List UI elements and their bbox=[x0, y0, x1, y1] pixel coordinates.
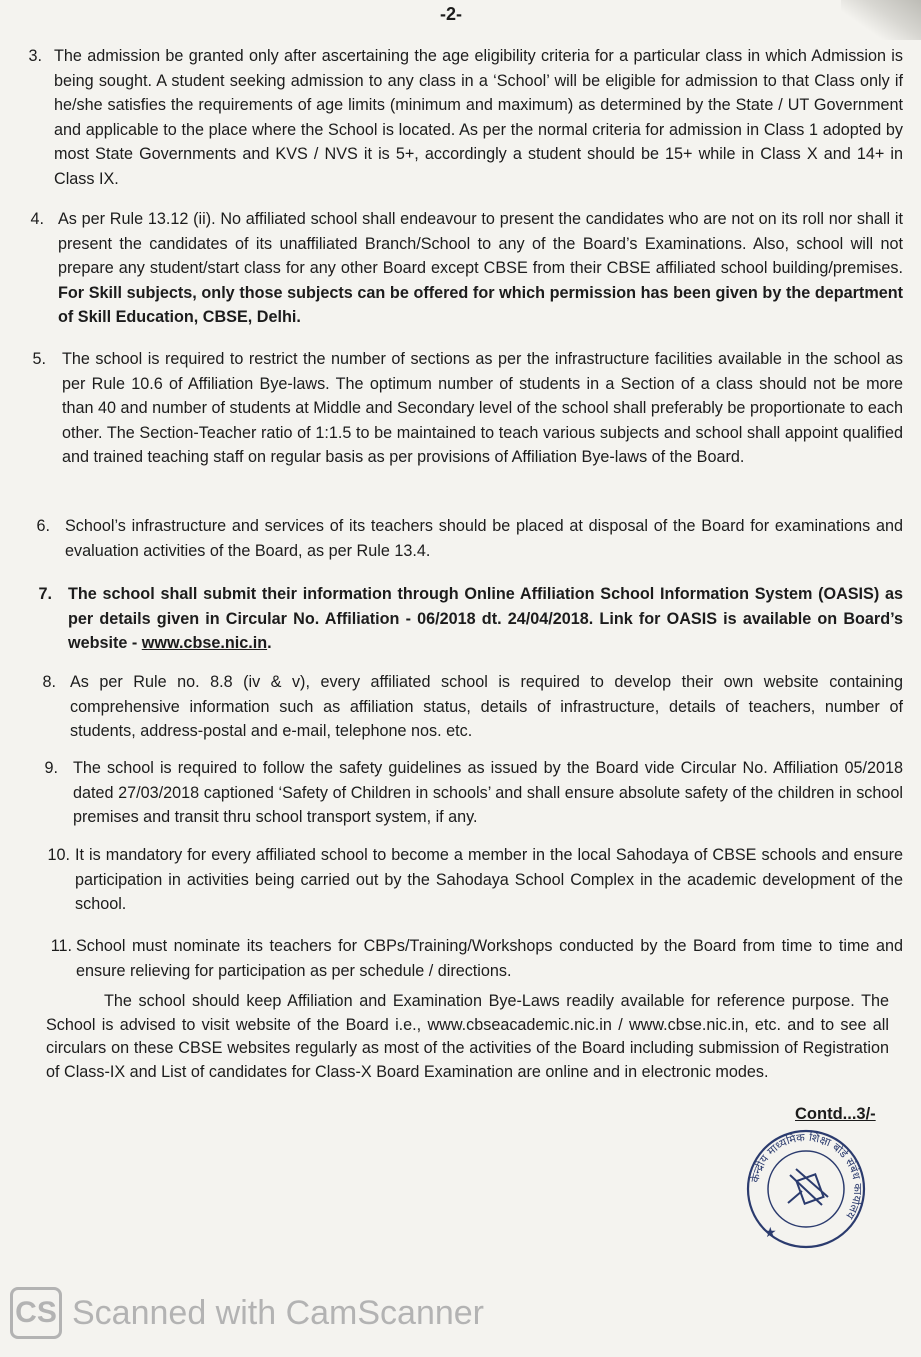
item-number: 3. bbox=[28, 47, 42, 65]
item-number: 8. bbox=[42, 673, 56, 691]
list-item bbox=[0, 347, 903, 470]
svg-text:★: ★ bbox=[764, 1224, 777, 1240]
item-number: 6. bbox=[36, 517, 50, 535]
list-item bbox=[0, 843, 903, 917]
item-number: 5. bbox=[32, 350, 46, 368]
list-item bbox=[0, 207, 903, 330]
item-number: 7. bbox=[38, 585, 52, 603]
watermark-text: Scanned with CamScanner bbox=[72, 1293, 485, 1332]
item-text: The admission be granted only after ascertaining the age eligibility criteria for a particular class in which Admission is being sought. A student seeking admission to any class in a ‘School’ will be eligible for admission to that Class only if he/she satisfies the requirements of age limits (minimum and maximum) as determined by the State / UT Government and applicable to the place where the School is located. As per the normal criteria for admission in Class 1 adopted by most State Governments and KVS / NVS it is 5+, accordingly a student should be 15+ while in Class X and 14+ in Class IX. bbox=[54, 47, 903, 188]
svg-text:केन्द्रीय माध्यमिक शिक्षा बोर् bbox=[748, 1131, 864, 1222]
seal-text: केन्द्रीय माध्यमिक शिक्षा बोर्ड संबंध कार्यालय bbox=[748, 1130, 865, 1222]
item-text: The school shall submit their information through Online Affiliation School Information System (OASIS) as per details given in Circular No. Affiliation - 06/2018 dt. 24/04/2018. Link for OASIS is available on Board’s website - bbox=[68, 585, 903, 652]
item-text: As per Rule 13.12 (ii). No affiliated school shall endeavour to present the candidates who are not on its roll nor shall it present the candidates of its unaffiliated Branch/School to any of the Board’s Examinations. Also, school will not prepare any student/start class for any other Board except CBSE from their CBSE affiliated school building/premises. bbox=[58, 210, 903, 277]
item-number: 11. bbox=[50, 937, 72, 955]
item-text: As per Rule no. 8.8 (iv & v), every affiliated school is required to develop their own website containing comprehensive information such as affiliation status, details of infrastructure, details of teachers, number of students, address-postal and e-mail, telephone nos. etc. bbox=[70, 673, 903, 740]
list-item bbox=[0, 756, 903, 830]
item-number: 10. bbox=[47, 846, 70, 864]
item-text: School must nominate its teachers for CBPs/Training/Workshops conducted by the Board from time to time and ensure relieving for participation as per schedule / directions. bbox=[76, 937, 903, 980]
item-text-tail: . bbox=[267, 634, 272, 652]
item-text: School’s infrastructure and services of its teachers should be placed at disposal of the Board for examinations and evaluation activities of the Board, as per Rule 13.4. bbox=[65, 517, 903, 560]
list-item bbox=[0, 934, 903, 983]
camscanner-watermark bbox=[10, 1285, 484, 1341]
cbse-website-link[interactable]: www.cbse.nic.in bbox=[141, 634, 268, 652]
item-number: 9. bbox=[44, 759, 58, 777]
closing-paragraph: The school should keep Affiliation and Examination Bye-Laws readily available for reference purpose. The School is advised to visit website of the Board i.e., www.cbseacademic.nic.in / www.cbse.nic.in, etc. and to see all circulars on these CBSE websites regularly as most of the activities of the Board including submission of Registration of Class-IX and List of candidates for Class-X Board Examination are online and in electronic modes. bbox=[46, 992, 889, 1081]
item-bold-text: For Skill subjects, only those subjects can be offered for which permission has been given by the department of Skill Education, CBSE, Delhi. bbox=[58, 283, 903, 326]
list-item bbox=[0, 44, 903, 191]
item-text: The school is required to follow the safety guidelines as issued by the Board vide Circular No. Affiliation 05/2018 dated 27/03/2018 captioned ‘Safety of Children in schools’ and shall ensure absolute safety of the children in school premises and transit thru school transport system, if any. bbox=[73, 759, 903, 826]
list-item bbox=[0, 514, 903, 563]
page-corner-shadow bbox=[841, 0, 921, 40]
continued-marker: Contd...3/- bbox=[795, 1105, 876, 1123]
item-number: 4. bbox=[30, 210, 44, 228]
camscanner-logo-icon: CS bbox=[10, 1287, 62, 1339]
list-item bbox=[0, 670, 903, 744]
item-text: It is mandatory for every affiliated school to become a member in the local Sahodaya of CBSE schools and ensure participation in activities being carried out by the Sahodaya School Complex in the academic development of the school. bbox=[75, 846, 903, 913]
item-text: The school is required to restrict the number of sections as per the infrastructure facilities available in the school as per Rule 10.6 of Affiliation Bye-laws. The optimum number of students in a Section of a class should not be more than 40 and number of students at Middle and Secondary level of the school shall preferably be proportionate to each other. The Section-Teacher ratio of 1:1.5 to be maintained to teach various subjects and school shall appoint qualified and trained teaching staff on regular basis as per provisions of Affiliation Bye-laws of the Board. bbox=[62, 350, 903, 466]
official-seal-stamp bbox=[742, 1125, 870, 1253]
list-item bbox=[0, 582, 903, 656]
page-number: -2- bbox=[440, 4, 462, 24]
